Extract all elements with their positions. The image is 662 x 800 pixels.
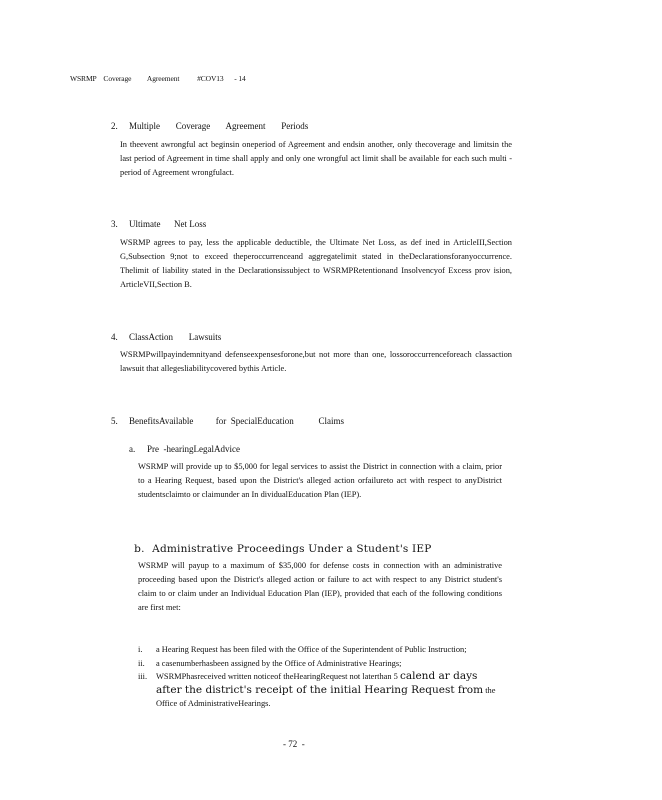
section-number: 2. — [111, 121, 118, 131]
section-5-heading — [102, 406, 344, 436]
list-item — [138, 657, 502, 671]
subsection-number: b. — [134, 543, 145, 555]
list-item-number: ii. — [138, 658, 145, 668]
page-header: WSRMP Coverage Agreement #COV13 - 14 — [70, 74, 246, 83]
page-number: - 72 - — [283, 739, 305, 749]
list-item — [138, 670, 502, 711]
list-item-text: WSRMPhasreceived written noticeof theHearingRequest not laterthan 5 — [156, 672, 400, 681]
section-3-body: WSRMP agrees to pay, less the applicable deductible, the Ultimate Net Loss, as def ined in ArticleIII,Section G,Subsection 9;not to exceed theperoccurrenceand aggregatelimit stated in theDeclarationsforanyoccurrence. Thelimit of liability stated in the Declarationsissubject to WSRMPRetentionand Insolvencyof Excess prov ision, ArticleVII,Section B. — [120, 238, 512, 289]
section-title: Multiple Coverage Agreement Periods — [129, 121, 309, 131]
section-3-heading — [102, 209, 206, 239]
section-number: 4. — [111, 332, 118, 342]
subsection-title: Pre -hearingLegalAdvice — [147, 444, 240, 454]
subsection-number: a. — [129, 444, 136, 454]
subsection-b-body: WSRMP will payup to a maximum of $35,000 for defense costs in connection with an administrative proceeding based upon the District's alleged action or failure to act with respect to any District student's claim to or claim under an Individual Education Plan (IEP), provided that each of the following conditions are first met: — [138, 561, 502, 612]
section-title: Ultimate Net Loss — [129, 219, 207, 229]
section-number: 3. — [111, 219, 118, 229]
section-number: 5. — [111, 416, 118, 426]
section-2-body: In theevent awrongful act beginsin oneperiod of Agreement and endsin another, only thecoverage and limitsin the last period of Agreement in time shall apply and only one wrongful act limit shall be available for each such multi -period of Agreement wrongfulact. — [120, 140, 512, 177]
subsection-a-body: WSRMP will provide up to $5,000 for legal services to assist the District in connection with a claim, prior to a Hearing Request, based upon the District's alleged action orfailureto act with respect to anyDistrict studentsclaimto or claimunder an In dividualEducation Plan (IEP). — [138, 462, 502, 499]
list-item-number: iii. — [138, 672, 148, 681]
section-4-body: WSRMPwillpayindemnityand defenseexpensesforone,but not more than one, lossoroccurrenceforeach classaction lawsuit that allegesliabilitycovered bythis Article. — [120, 350, 512, 373]
section-title: ClassAction Lawsuits — [129, 332, 222, 342]
list-item-text: a casenumberhasbeen assigned by the Office of Administrative Hearings; — [156, 658, 402, 668]
list-item-text-large: calend ar days after the district's receipt of the initial Hearing Request from — [156, 670, 484, 696]
list-item-text: a Hearing Request has been filed with the Office of the Superintendent of Public Instruction; — [156, 645, 467, 654]
subsection-title: Administrative Proceedings Under a Student's IEP — [152, 543, 432, 555]
list-item-text-end: the Office of AdministrativeHearings. — [156, 685, 496, 708]
section-title: BenefitsAvailable for SpecialEducation Claims — [129, 416, 345, 426]
section-2-heading — [102, 111, 308, 141]
list-item — [138, 643, 502, 657]
conditions-list — [138, 643, 502, 711]
list-item-number: i. — [138, 645, 143, 654]
